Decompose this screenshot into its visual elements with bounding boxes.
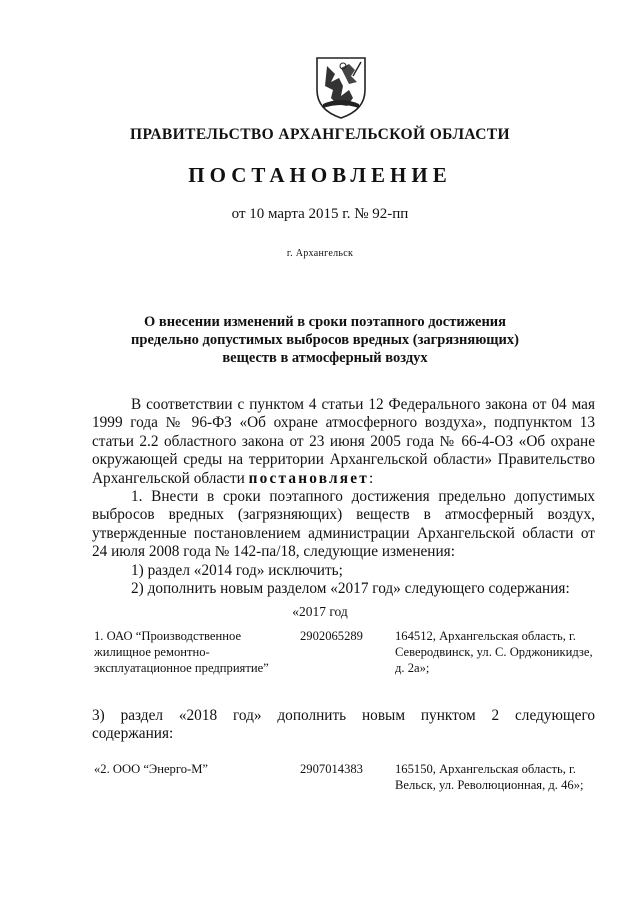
clause-1-paragraph: 1. Внести в сроки поэтапного достижения предельно допустимых выбросов вредных (загрязняющих) веществ в атмосферный воздух, утвержденные постановлением администрации Архангельской области от 24 июля 2008 года № 142-па/18, следующие изменения: <box>92 488 595 561</box>
row-inn-code: 2902065289 <box>300 629 363 643</box>
row-address: 165150, Архангельская область, г. Вельск, ул. Революционная, д. 46»; <box>395 762 584 792</box>
clause-1-item-3 <box>92 707 595 744</box>
item-3-line: 3) раздел «2018 год» дополнить новым пунктом 2 следующего <box>92 707 595 724</box>
document-title <box>120 313 530 367</box>
org-name: ПРАВИТЕЛЬСТВО АРХАНГЕЛЬСКОЙ ОБЛАСТИ <box>129 126 510 143</box>
title-line: предельно допустимых выбросов вредных (загрязняющих) <box>131 332 519 348</box>
document-type: ПОСТАНОВЛЕНИЕ <box>188 163 452 187</box>
document-date-number: от 10 марта 2015 г. № 92-пп <box>231 206 409 222</box>
preamble-paragraph <box>92 396 595 488</box>
preamble-text: В соответствии с пунктом 4 статьи 12 Федерального закона от 04 мая 1999 года № 96-ФЗ «Об охране атмосферного воздуха», подпунктом 13 статьи 2.2 областного закона от 23 июня 2005 года № 66-4-ОЗ «Об охране окружающей среды на территории Архангельской области» Правительство Архангельской области <box>92 396 595 487</box>
clause-1-item-2: 2) дополнить новым разделом «2017 год» следующего содержания: <box>131 580 570 598</box>
preamble-end: : <box>368 469 374 487</box>
document-body <box>92 396 595 598</box>
section-label-2017: «2017 год <box>292 604 348 619</box>
resolves-word: постановляет <box>248 469 369 487</box>
item-3-line: содержания: <box>92 725 174 743</box>
coat-of-arms-icon <box>313 56 369 120</box>
row-inn-code: 2907014383 <box>300 762 363 776</box>
row-address: 164512, Архангельская область, г. Северодвинск, ул. С. Орджоникидзе, д. 2а»; <box>395 629 593 675</box>
document-city: г. Архангельск <box>286 248 354 259</box>
row-enterprise-name: 1. ОАО “Производственное жилищное ремонтно-эксплуатационное предприятие” <box>94 629 269 675</box>
clause-1-item-1: 1) раздел «2014 год» исключить; <box>131 561 343 579</box>
title-line: веществ в атмосферный воздух <box>222 350 428 366</box>
row-enterprise-name: «2. ООО “Энерго-М” <box>94 762 208 776</box>
title-line: О внесении изменений в сроки поэтапного достижения <box>143 314 507 330</box>
table-row <box>94 628 594 692</box>
table-row <box>94 761 594 811</box>
